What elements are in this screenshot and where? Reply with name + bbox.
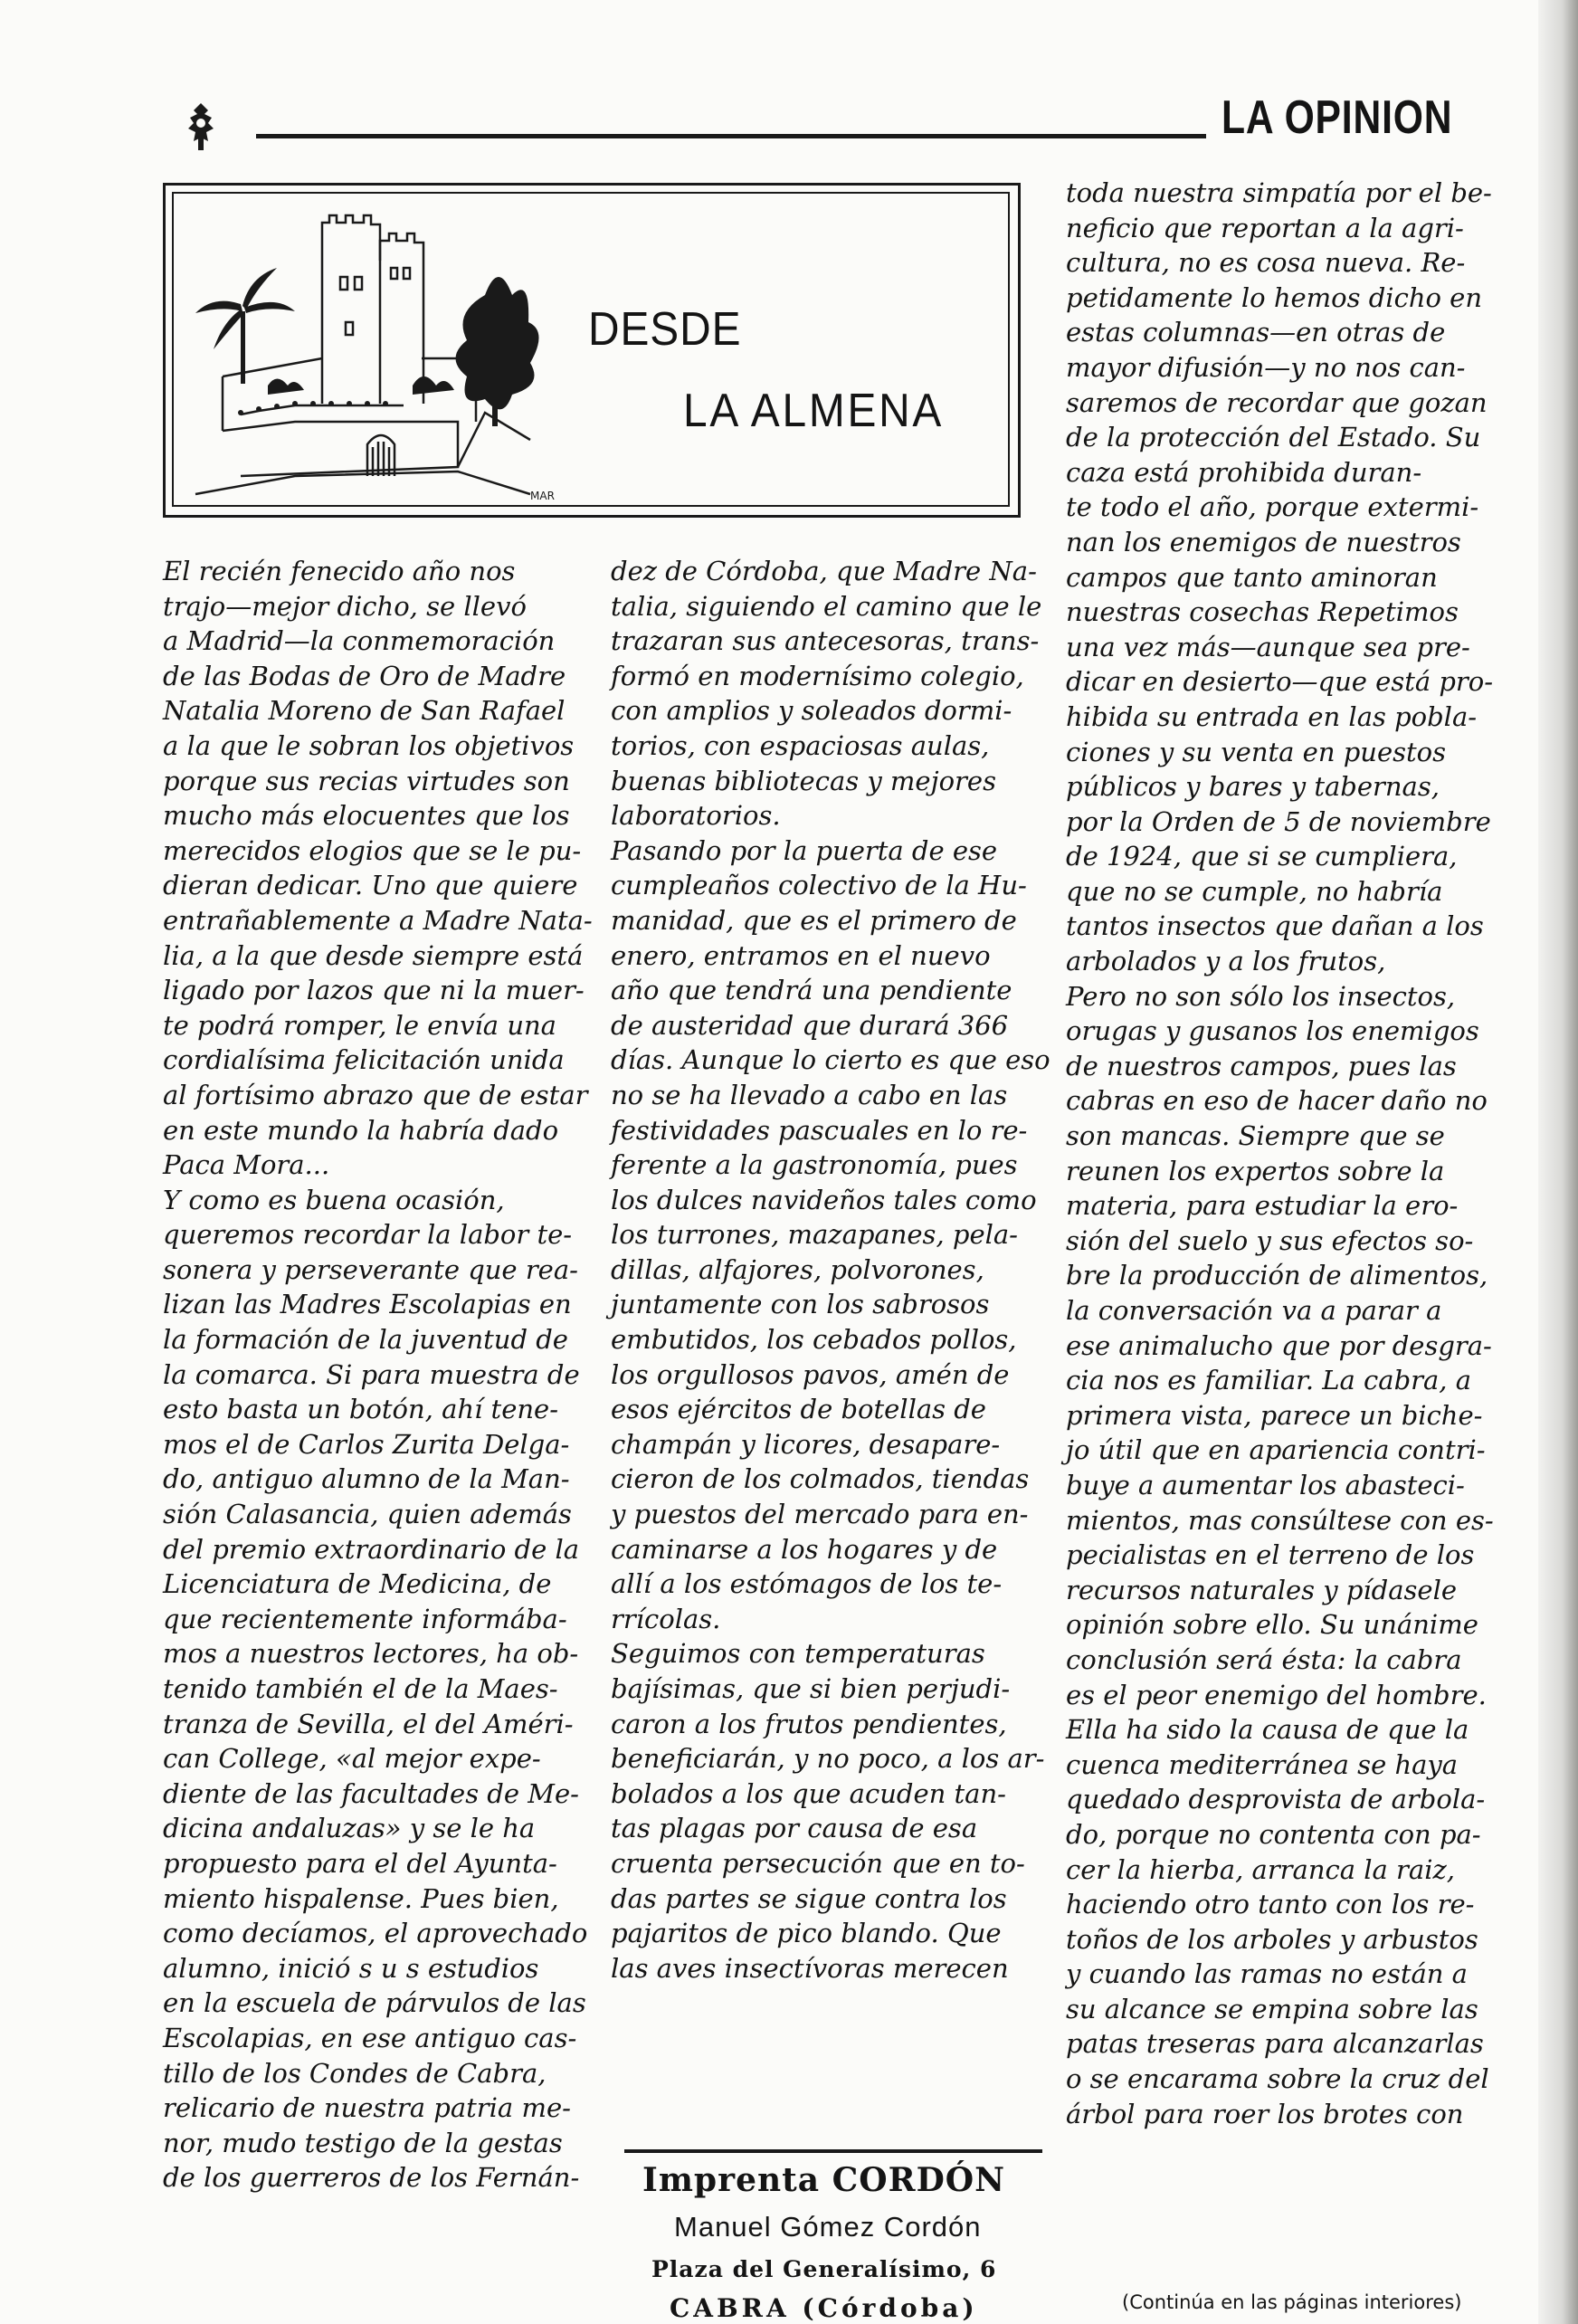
article-line: beneficiarán, y no poco, a los ar- <box>611 1743 1045 1775</box>
article-line: Seguimos con temperaturas <box>611 1638 985 1670</box>
article-line: pecialistas en el terreno de los <box>1066 1539 1475 1571</box>
article-line: tillo de los Condes de Cabra, <box>163 2057 547 2089</box>
article-line: torios, con espaciosas aulas, <box>611 729 990 761</box>
article-line: que recientemente informába- <box>163 1603 567 1634</box>
article-line: festividades pascuales en lo re- <box>611 1114 1028 1146</box>
article-line: mos a nuestros lectores, ha ob- <box>163 1638 579 1670</box>
article-line: son mancas. Siempre que se <box>1066 1120 1445 1152</box>
article-line: Y como es buena ocasión, <box>163 1184 505 1215</box>
article-line: Paca Mora... <box>163 1149 330 1181</box>
article-line: recursos naturales y pídasele <box>1066 1574 1458 1605</box>
article-line: de 1924, que si se cumpliera, <box>1066 841 1458 872</box>
article-line: trajo—mejor dicho, se llevó <box>163 590 527 622</box>
article-column-3 <box>1066 176 1496 2131</box>
article-line: pajaritos de pico blando. Que <box>611 1918 1002 1949</box>
article-line: talia, siguiendo el camino que le <box>611 590 1042 622</box>
banner-title-line1: DESDE <box>588 303 742 356</box>
article-line: juntamente con los sabrosos <box>611 1289 990 1320</box>
article-line: can College, «al mejor expe- <box>163 1743 541 1775</box>
article-line: cabras en eso de hacer daño no <box>1066 1085 1488 1117</box>
article-line: con amplios y soleados dormi- <box>611 695 1012 727</box>
article-line: laboratorios. <box>611 800 781 832</box>
article-line: en la escuela de párvulos de las <box>163 1987 586 2019</box>
article-line: sión del suelo y sus efectos so- <box>1066 1224 1474 1256</box>
article-line: quedado desprovista de arbola- <box>1066 1784 1486 1815</box>
article-line: buye a aumentar los abasteci- <box>1066 1469 1465 1500</box>
article-line: días. Aunque lo cierto es que eso <box>611 1044 1050 1076</box>
article-line: esos ejércitos de botellas de <box>611 1394 986 1425</box>
article-line: toda nuestra simpatía por el be- <box>1066 177 1492 208</box>
article-line: dicar en desierto—que está pro- <box>1066 666 1494 698</box>
article-line: de la protección del Estado. Su <box>1066 422 1481 453</box>
article-line: de austeridad que durará 366 <box>611 1009 1009 1041</box>
article-line: esto basta un botón, ahí tene- <box>163 1394 559 1425</box>
article-line: buenas bibliotecas y mejores <box>611 765 996 796</box>
article-line: petidamente lo hemos dicho en <box>1066 281 1483 313</box>
advert-city: CABRA (Córdoba) <box>670 2293 978 2323</box>
article-line: trazaran sus antecesoras, trans- <box>611 625 1040 657</box>
article-line: miento hispalense. Pues bien, <box>163 1882 559 1914</box>
article-line: la conversación va a parar a <box>1066 1295 1442 1326</box>
article-line: arbolados y a los frutos, <box>1066 946 1386 977</box>
article-line: merecidos elogios que se le pu- <box>163 834 582 866</box>
article-line: cer la hierba, arranca la raiz, <box>1066 1853 1455 1885</box>
advert-owner-name: Manuel Gómez Cordón <box>674 2211 982 2243</box>
article-line: la comarca. Si para muestra de <box>163 1358 580 1390</box>
article-line: opinión sobre ello. Su unánime <box>1066 1609 1478 1641</box>
article-line: en este mundo la habría dado <box>163 1114 559 1146</box>
article-line: allí a los estómagos de los te- <box>611 1568 1003 1600</box>
article-line: a Madrid—la conmemoración <box>163 625 556 657</box>
article-line: dez de Córdoba, que Madre Na- <box>611 556 1037 586</box>
article-column-2 <box>611 554 1050 1986</box>
article-line: queremos recordar la labor te- <box>163 1219 573 1251</box>
article-line: diente de las facultades de Me- <box>163 1777 579 1809</box>
article-line: una vez más—aunque sea pre- <box>1066 631 1470 662</box>
article-line: la formación de la juventud de <box>163 1324 568 1356</box>
article-line: formó en modernísimo colegio, <box>611 660 1024 691</box>
article-line: mos el de Carlos Zurita Delga- <box>163 1428 570 1460</box>
article-line: caron a los frutos pendientes, <box>611 1708 1007 1739</box>
article-line: saremos de recordar que gozan <box>1066 386 1488 418</box>
header-rule <box>256 134 1206 138</box>
article-line: materia, para estudiar la ero- <box>1066 1190 1459 1222</box>
article-line: alumno, inició s u s estudios <box>163 1952 539 1984</box>
article-line: mayor difusión—y no nos can- <box>1066 351 1466 383</box>
advert-address: Plaza del Generalísimo, 6 <box>651 2256 997 2282</box>
article-line: lia, a la que desde siempre está <box>163 939 584 971</box>
article-line: toños de los arboles y arbustos <box>1066 1923 1478 1955</box>
article-line: do, antiguo alumno de la Man- <box>163 1463 570 1495</box>
article-line: tenido también el de la Maes- <box>163 1673 558 1704</box>
article-line: nuestras cosechas Repetimos <box>1066 596 1459 628</box>
article-line: manidad, que es el primero de <box>611 904 1017 936</box>
article-line: dicina andaluzas» y se le ha <box>163 1813 536 1844</box>
article-line: porque sus recias virtudes son <box>163 765 570 796</box>
crest-logo-icon <box>181 101 221 152</box>
article-line: los turrones, mazapanes, pela- <box>611 1219 1018 1251</box>
article-line: reunen los expertos sobre la <box>1066 1155 1445 1186</box>
article-line: caza está prohibida duran- <box>1066 456 1422 488</box>
article-line: públicos y bares y tabernas, <box>1066 771 1440 803</box>
article-line: champán y licores, desapare- <box>611 1428 1001 1460</box>
article-line: dillas, alfajores, polvorones, <box>611 1253 984 1285</box>
article-line: das partes se sigue contra los <box>611 1882 1007 1914</box>
article-line: do, porque no contenta con pa- <box>1066 1818 1481 1850</box>
article-line: como decíamos, el aprovechado <box>163 1918 588 1949</box>
article-line: primera vista, parece un biche- <box>1066 1399 1483 1431</box>
article-line: bre la producción de alimentos, <box>1066 1260 1488 1291</box>
castle-illustration <box>186 205 575 503</box>
article-column-1 <box>163 554 593 2195</box>
article-line: de las Bodas de Oro de Madre <box>163 660 566 691</box>
article-line: estas columnas—en otras de <box>1066 317 1446 348</box>
article-line: no se ha llevado a cabo en las <box>611 1079 1008 1110</box>
article-line: de nuestros campos, pues las <box>1066 1050 1457 1081</box>
article-line: ligado por lazos que ni la muer- <box>163 975 585 1006</box>
advert-rule <box>624 2149 1042 2153</box>
article-line: bolados a los que acuden tan- <box>611 1777 1006 1809</box>
article-line: y puestos del mercado para en- <box>611 1499 1029 1530</box>
article-line: por la Orden de 5 de noviembre <box>1066 805 1491 837</box>
article-line: su alcance se empina sobre las <box>1066 1993 1478 2024</box>
article-line: tranza de Sevilla, el del Améri- <box>163 1708 574 1739</box>
article-line: patas treseras para alcanzarlas <box>1066 2028 1484 2060</box>
article-line: neficio que reportan a la agri- <box>1066 212 1464 243</box>
article-line: año que tendrá una pendiente <box>611 975 1012 1006</box>
article-line: cieron de los colmados, tiendas <box>611 1463 1030 1495</box>
illustration-signature: MAR <box>530 490 555 502</box>
article-line: cumpleaños colectivo de la Hu- <box>611 870 1027 901</box>
article-line: cordialísima felicitación unida <box>163 1044 565 1076</box>
article-line: es el peor enemigo del hombre. <box>1066 1679 1487 1710</box>
article-line: orugas y gusanos los enemigos <box>1066 1015 1479 1047</box>
article-line: relicario de nuestra patria me- <box>163 2092 571 2124</box>
article-line: los dulces navideños tales como <box>611 1184 1037 1215</box>
article-line: caminarse a los hogares y de <box>611 1533 998 1565</box>
article-line: embutidos, los cebados pollos, <box>611 1324 1017 1356</box>
article-line: ciones y su venta en puestos <box>1066 736 1447 767</box>
article-line: te podrá romper, le envía una <box>163 1009 556 1041</box>
article-line: Pasando por la puerta de ese <box>611 834 998 866</box>
article-line: sión Calasancia, quien además <box>163 1499 572 1530</box>
article-line: cruenta persecución que en to- <box>611 1847 1025 1879</box>
article-line: nan los enemigos de nuestros <box>1066 526 1461 557</box>
article-line: árbol para roer los brotes con <box>1066 2098 1464 2129</box>
article-line: nor, mudo testigo de la gestas <box>163 2127 563 2158</box>
article-line: del premio extraordinario de la <box>163 1533 580 1565</box>
article-line: jo útil que en apariencia contri- <box>1066 1434 1486 1466</box>
article-line: Ella ha sido la causa de que la <box>1066 1714 1469 1746</box>
article-line: tantos insectos que dañan a los <box>1066 910 1484 942</box>
article-line: cultura, no es cosa nueva. Re- <box>1066 247 1466 279</box>
article-line: los orgullosos pavos, amén de <box>611 1358 1010 1390</box>
article-line: las aves insectívoras merecen <box>611 1952 1009 1984</box>
article-line: Pero no son sólo los insectos, <box>1066 980 1456 1012</box>
article-line: te todo el año, porque extermi- <box>1066 491 1479 523</box>
article-line: conclusión será ésta: la cabra <box>1066 1643 1462 1675</box>
article-line: ferente a la gastronomía, pues <box>611 1149 1018 1181</box>
article-line: y cuando las ramas no están a <box>1066 1958 1468 1990</box>
article-line: Licenciatura de Medicina, de <box>163 1568 552 1600</box>
article-line: El recién fenecido año nos <box>163 556 516 586</box>
article-line: tas plagas por causa de esa <box>611 1813 978 1844</box>
article-line: al fortísimo abrazo que de estar <box>163 1079 588 1110</box>
article-line: cuenca mediterránea se haya <box>1066 1748 1459 1780</box>
article-line: sonera y perseverante que rea- <box>163 1253 578 1285</box>
article-line: cia nos es familiar. La cabra, a <box>1066 1365 1472 1396</box>
article-line: lizan las Madres Escolapias en <box>163 1289 572 1320</box>
article-line: dieran dedicar. Uno que quiere <box>163 870 578 901</box>
article-line: o se encarama sobre la cruz del <box>1066 2063 1489 2095</box>
article-line: enero, entramos en el nuevo <box>611 939 991 971</box>
article-line: entrañablemente a Madre Nata- <box>163 904 593 936</box>
article-line: mientos, mas consúltese con es- <box>1066 1504 1494 1536</box>
article-line: propuesto para el del Ayunta- <box>163 1847 557 1879</box>
banner-title-line2: LA ALMENA <box>683 385 945 437</box>
article-line: rrícolas. <box>611 1603 721 1634</box>
article-line: bajísimas, que si bien perjudi- <box>611 1673 1011 1704</box>
article-line: hibida su entrada en las pobla- <box>1066 700 1478 732</box>
article-line: campos que tanto aminoran <box>1066 561 1438 593</box>
article-line: que no se cumple, no habría <box>1066 875 1443 907</box>
article-line: Natalia Moreno de San Rafael <box>163 695 566 727</box>
newspaper-title: LA OPINION <box>1222 91 1453 144</box>
section-banner <box>163 183 1021 518</box>
page-edge-shadow <box>1538 0 1578 2324</box>
article-line: haciendo otro tanto con los re- <box>1066 1889 1475 1920</box>
article-line: a la que le sobran los objetivos <box>163 729 575 761</box>
article-line: mucho más elocuentes que los <box>163 800 570 832</box>
article-line: ese animalucho que por desgra- <box>1066 1329 1492 1361</box>
continued-note: (Continúa en las páginas interiores) <box>1122 2291 1462 2313</box>
article-line: Escolapias, en ese antiguo cas- <box>163 2022 577 2053</box>
article-line: de los guerreros de los Fernán- <box>163 2162 580 2194</box>
advert-printer-name: Imprenta CORDÓN <box>642 2161 1006 2199</box>
